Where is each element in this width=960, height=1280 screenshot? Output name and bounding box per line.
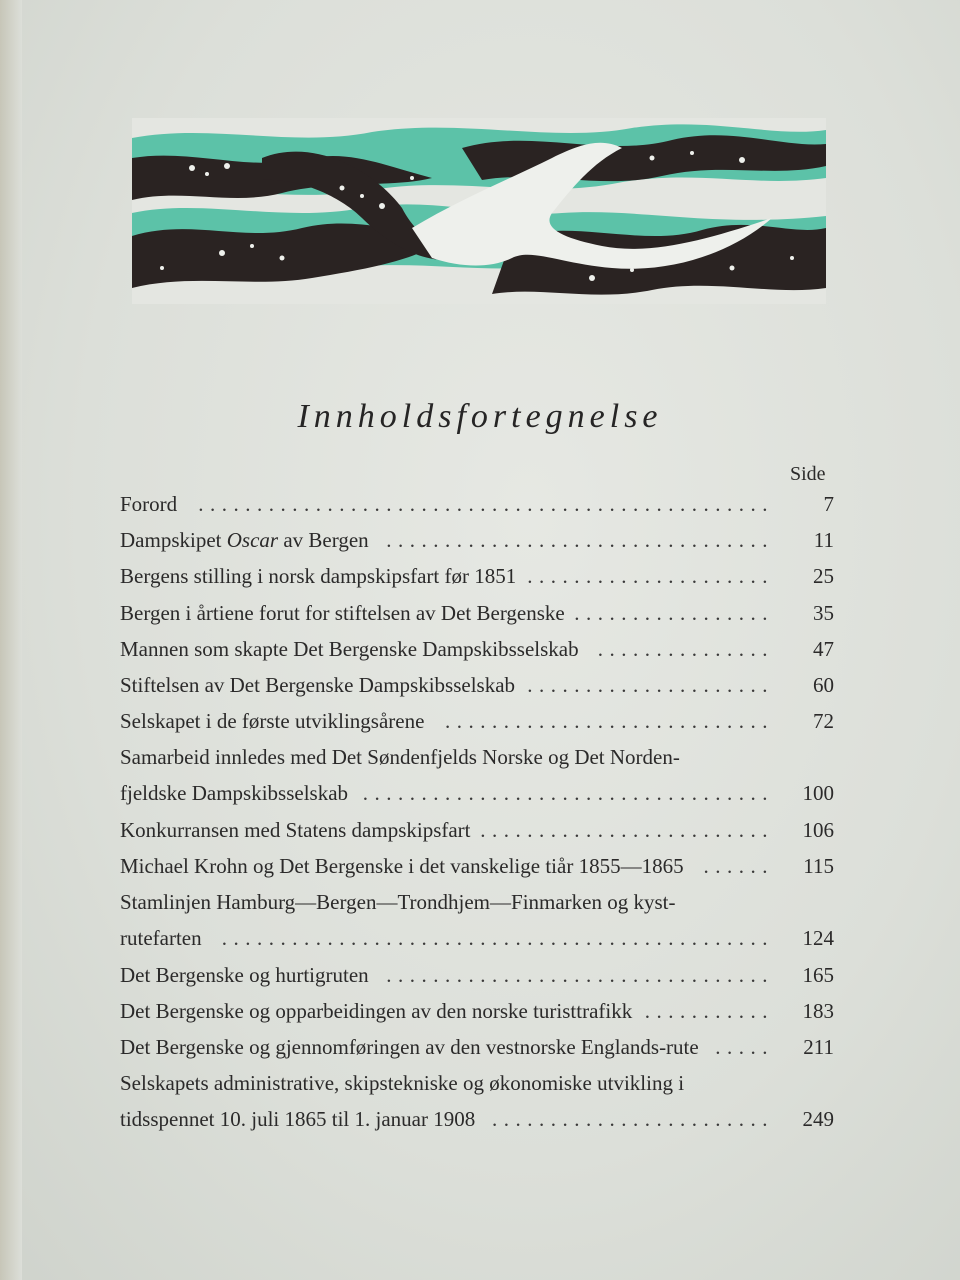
toc-entry [104, 595, 834, 631]
toc-entry-line [104, 812, 834, 848]
toc-entry-line [104, 739, 834, 775]
dot-leader: ..... [715, 1035, 774, 1059]
toc-entry-line [104, 775, 834, 811]
toc-entry-title-part: av Bergen [278, 528, 369, 553]
toc-page-number: 7 [823, 492, 834, 516]
toc-entry-title: Michael Krohn og Det Bergenske i det vanskelige tiår 1855—1865 [120, 854, 684, 878]
toc-entry-line [104, 957, 834, 993]
page-title: Innholdsfortegnelse [297, 398, 663, 435]
toc-page-number: 165 [802, 962, 834, 987]
toc-entry [104, 957, 834, 993]
toc-entry-line [104, 1065, 834, 1101]
toc-page-number: 100 [802, 781, 834, 806]
dot-leader: ......................... [480, 817, 774, 842]
toc-entry-line [104, 1101, 834, 1137]
toc-page-number: 47 [813, 636, 834, 661]
toc-entry-title: Forord [120, 492, 178, 516]
toc-entry-line [104, 595, 834, 631]
toc-page-number: 60 [813, 673, 834, 697]
dot-leader: ............................ [445, 709, 774, 734]
page-column-label: Side [790, 463, 826, 485]
toc-entry-line [104, 1029, 834, 1065]
toc-entry [104, 667, 834, 703]
toc-entry [104, 739, 834, 811]
toc-entry [104, 631, 834, 667]
toc-entry-title: Bergens stilling i norsk dampskipsfart før 1851 [120, 564, 517, 589]
dot-leader: ................................................. [198, 492, 774, 516]
toc-entry-title: Det Bergenske og hurtigruten [120, 962, 369, 987]
dot-leader: ........................ [492, 1107, 774, 1132]
dot-leader: ............................................... [221, 926, 774, 951]
toc-page-number: 115 [803, 854, 834, 878]
toc-entry-line [104, 558, 834, 594]
toc-entry [104, 884, 834, 956]
toc-entry-line [104, 848, 834, 884]
toc-entry [104, 558, 834, 594]
toc-page-number: 183 [802, 998, 834, 1023]
toc-entry [104, 486, 834, 522]
dot-leader: ............... [597, 636, 774, 661]
toc-entry-title: Selskapet i de første utviklingsårene [120, 709, 425, 734]
toc-entry-title: Det Bergenske og gjennomføringen av den vestnorske Englands-rute [120, 1035, 699, 1059]
toc-page-number: 25 [813, 564, 834, 589]
toc-entry-title-part: Dampskipet [120, 528, 227, 553]
toc-entry-line [104, 486, 834, 522]
toc-entry-title-part: Oscar [226, 528, 279, 553]
toc-entry-line [104, 667, 834, 703]
toc-entry-title: fjeldske Dampskibsselskab [120, 781, 349, 806]
toc-entry [104, 522, 834, 558]
toc-entry-line [104, 631, 834, 667]
toc-entry-title [120, 522, 369, 558]
toc-entry-title: Selskapets administrative, skipstekniske og økonomiske utvikling i [120, 1071, 685, 1096]
toc-entry-line [104, 884, 834, 920]
toc-entry [104, 848, 834, 884]
dot-leader: ..................... [527, 564, 774, 589]
dot-leader: ................. [574, 600, 774, 625]
dot-leader: ..................... [527, 673, 774, 697]
toc-entry-line [104, 993, 834, 1029]
toc-page-number: 249 [802, 1107, 834, 1132]
toc-entry-line [104, 522, 834, 558]
toc-entry-title: Bergen i årtiene forut for stiftelsen av Det Bergenske [120, 600, 565, 625]
toc-entry-title: Det Bergenske og opparbeidingen av den norske turisttrafikk [120, 998, 633, 1023]
toc-entry [104, 812, 834, 848]
toc-entry-title: Mannen som skapte Det Bergenske Dampskibsselskab [120, 636, 579, 661]
toc-page-number: 35 [813, 600, 834, 625]
toc-entry [104, 1065, 834, 1137]
toc-page-number: 106 [802, 817, 834, 842]
toc-entry-line [104, 920, 834, 956]
toc-entry-title: rutefarten [120, 926, 202, 951]
toc-entry-title: Stiftelsen av Det Bergenske Dampskibsselskab [120, 673, 516, 697]
toc-page-number: 211 [803, 1035, 834, 1059]
toc-entry-title: tidsspennet 10. juli 1865 til 1. januar 1908 [120, 1107, 476, 1132]
toc-entry-line [104, 703, 834, 739]
toc-entry-title: Samarbeid innledes med Det Søndenfjelds Norske og Det Norden- [120, 745, 680, 770]
toc-entry [104, 1029, 834, 1065]
toc-entry-title: Stamlinjen Hamburg—Bergen—Trondhjem—Finmarken og kyst- [120, 890, 676, 915]
page-edge [0, 0, 22, 1280]
dot-leader: ................................... [362, 781, 774, 806]
dot-leader: ...... [703, 854, 774, 878]
toc-page-number: 72 [813, 709, 834, 734]
dot-leader: ........... [644, 998, 774, 1023]
toc-page-number: 124 [802, 926, 834, 951]
dot-leader: ................................. [386, 528, 774, 553]
dot-leader: ................................. [386, 962, 774, 987]
toc-page-number: 11 [813, 528, 834, 553]
wave-illustration [132, 118, 826, 304]
toc-entry [104, 993, 834, 1029]
toc-entry-title: Konkurransen med Statens dampskipsfart [120, 817, 471, 842]
toc-entry [104, 703, 834, 739]
